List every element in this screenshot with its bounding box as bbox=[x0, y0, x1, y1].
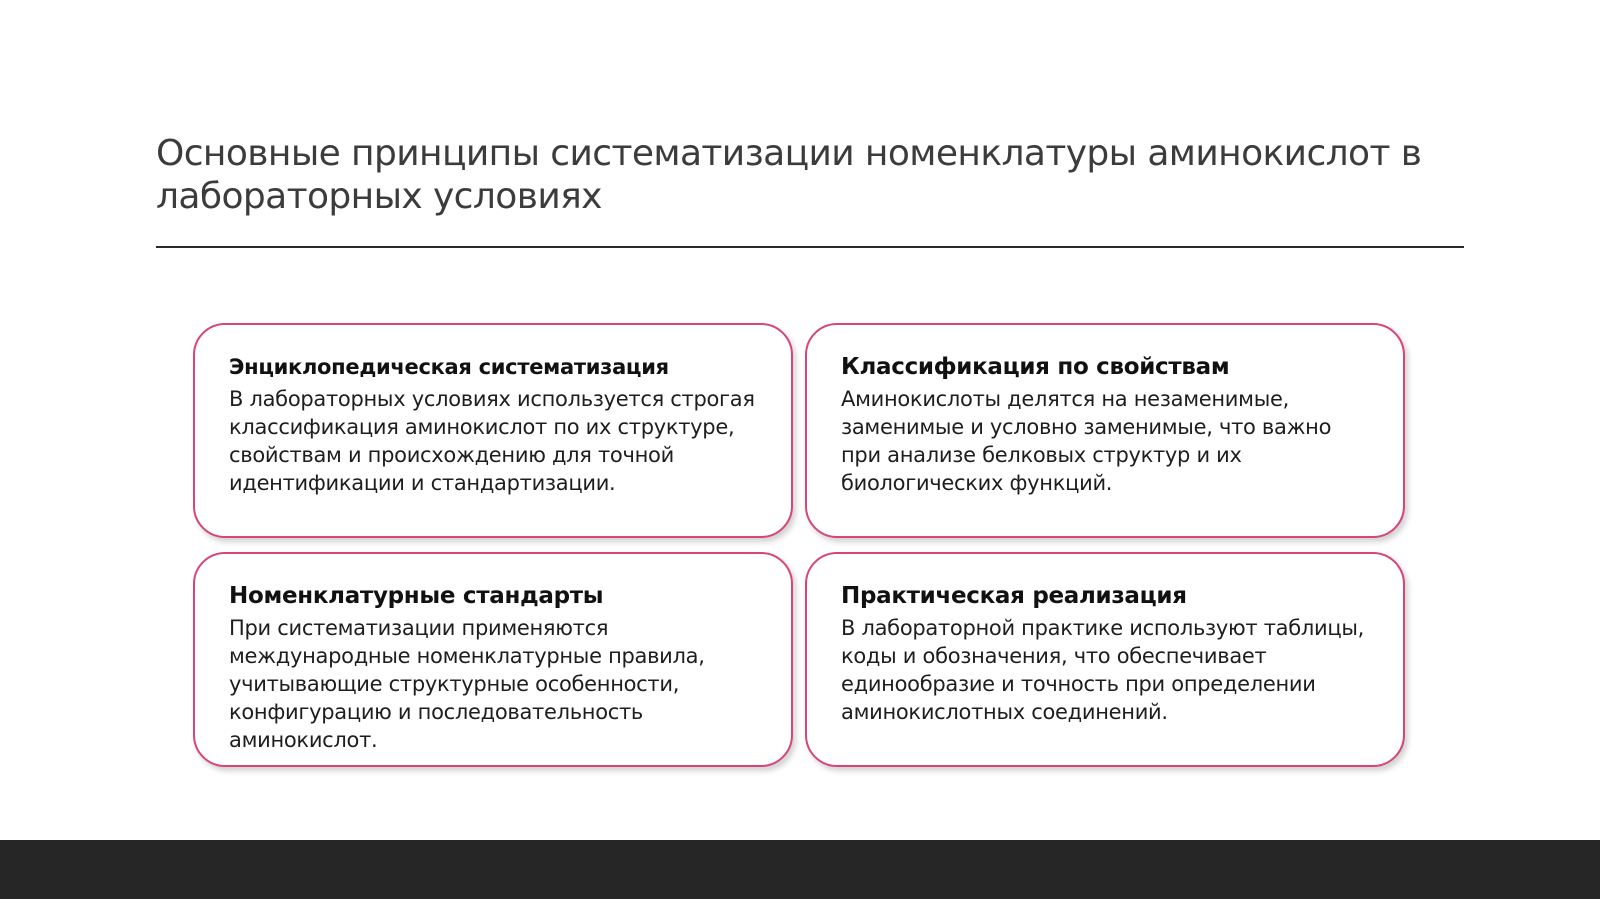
card-title: Классификация по свойствам bbox=[841, 354, 1230, 380]
card-practical-implementation bbox=[805, 552, 1405, 767]
card-text: В лабораторных условиях используется строгая классификация аминокислот по их структуре, свойствам и происхождению для точной идентификации и стандартизации. bbox=[229, 387, 755, 495]
card-nomenclature-standards bbox=[193, 552, 793, 767]
slide-title: Основные принципы систематизации номенклатуры аминокислот в лабораторных условиях bbox=[156, 133, 1422, 217]
card-classification-by-properties bbox=[805, 323, 1405, 538]
card-text: В лабораторной практике используют таблицы, коды и обозначения, что обеспечивает единообразие и точность при определении аминокислотных соединений. bbox=[841, 616, 1364, 724]
title-divider bbox=[156, 246, 1464, 248]
card-title: Номенклатурные стандарты bbox=[229, 583, 604, 609]
card-encyclopedic-systematization bbox=[193, 323, 793, 538]
footer-bar bbox=[0, 840, 1600, 899]
card-title: Энциклопедическая систематизация bbox=[229, 355, 669, 379]
card-text: При систематизации применяются международные номенклатурные правила, учитывающие структурные особенности, конфигурацию и последовательность аминокислот. bbox=[229, 616, 705, 752]
card-text: Аминокислоты делятся на незаменимые, заменимые и условно заменимые, что важно при анализе белковых структур и их биологических функций. bbox=[841, 387, 1332, 495]
card-title: Практическая реализация bbox=[841, 583, 1187, 609]
